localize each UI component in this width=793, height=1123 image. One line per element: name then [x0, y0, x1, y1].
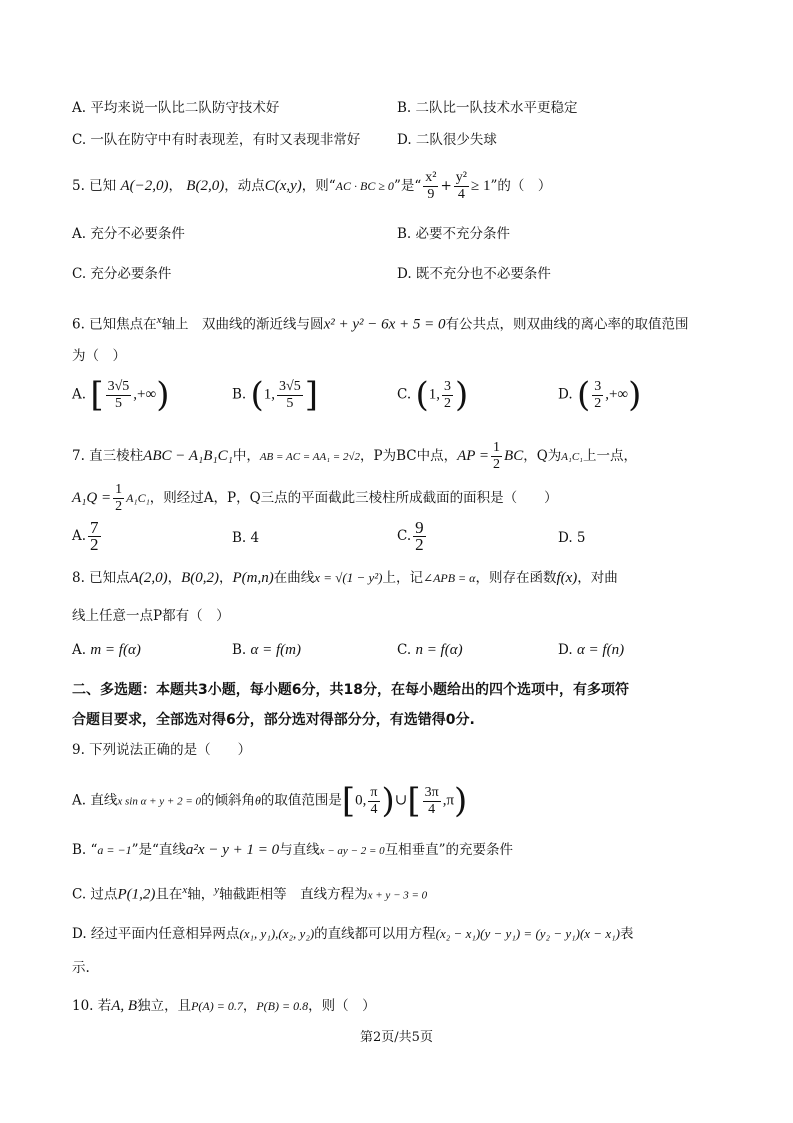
q6-option-a: A. [ $\frac{3√5}{5}$ ,+∞) — [72, 375, 170, 415]
q5-point-c: C(x,y) — [264, 178, 302, 194]
q6-stem: 6. 已知焦点在$^x$轴上 双曲线的渐近线与圆x² + y² − 6x + 5 = 0有公共点，则双曲线的离心率的取值范围 — [72, 314, 689, 333]
q7-option-c: C. $\frac{9}{2}$ — [397, 518, 424, 554]
q9-option-c: C. 过点P(1,2)且在$^x$轴，$^y$轴截距相等 直线方程为x + y − 3 = 0 — [72, 884, 428, 903]
q8-option-b: B. α = f(m) — [232, 642, 302, 658]
section2-instructions-line2: 合题目要求，全部选对得6分，部分选对得部分分，有选错得0分. — [72, 712, 475, 728]
q4-option-a: A. 平均来说一队比二队防守技术好 — [72, 100, 280, 116]
q7-option-a: A. $\frac{7}{2}$ — [72, 518, 99, 554]
q8-stem: 8. 已知点A(2,0)，B(0,2)，P(m,n)在曲线x = √(1 − y²)上，记∠APB = α，则存在函数f(x)，对曲 — [72, 570, 618, 586]
q5-vector-condition: AC · BC ≥ 0 — [335, 179, 394, 193]
q7-stem-line2: A₁Q = $\frac{1}{2}$ A₁C₁，则经过A，P，Q三点的平面截此三棱柱所成截面的面积是（ ） — [72, 482, 558, 514]
page-number-footer: 第2页/共5页 — [360, 1030, 433, 1045]
q6-option-d: D. ( $\frac{3}{2}$ ,+∞) — [558, 375, 642, 415]
q10-stem: 10. 若A, B独立，且P(A) = 0.7，P(B) = 0.8，则（ ） — [72, 998, 376, 1014]
q5-option-a: A. 充分不必要条件 — [72, 226, 185, 242]
q6-circle-equation: x² + y² − 6x + 5 = 0 — [323, 316, 446, 333]
q7-stem: 7. 直三棱柱ABC − A₁B₁C₁中，AB = AC = AA₁ = 2√2，P为BC中点，AP = $\frac{1}{2}$ BC，Q为A₁C₁上一点， — [72, 440, 637, 472]
q9-option-d-line2: 示. — [72, 960, 90, 976]
q6-option-c: C. (1, $\frac{3}{2}$ ) — [397, 375, 469, 415]
q5-stem: 5. 已知 A(−2,0)， B(2,0)，动点C(x,y)，则“AC · BC ≥ 0”是“ $\frac{\text{x²}}{9}$ + $\frac{\text{y²}}{4}$ ≥ 1”的（ ） — [72, 170, 552, 202]
q8-option-d: D. α = f(n) — [558, 642, 625, 658]
q5-option-d: D. 既不充分也不必要条件 — [397, 266, 551, 282]
q8-option-a: A. m = f(α) — [72, 642, 141, 658]
q5-frac-x: $\frac{\text{x²}}{9}$ — [425, 170, 437, 202]
q4-option-d: D. 二队很少失球 — [397, 132, 497, 148]
section2-instructions-line1: 二、多选题：本题共3小题，每小题6分，共18分，在每小题给出的四个选项中，有多项符 — [72, 682, 629, 698]
q4-option-c: C. 一队在防守中有时表现差，有时又表现非常好 — [72, 132, 361, 148]
q9-option-b: B. “a = −1”是“直线a²x − y + 1 = 0与直线x − ay − 2 = 0互相垂直”的充要条件 — [72, 842, 514, 858]
q7-option-d: D. 5 — [558, 530, 586, 546]
q5-point-b: B(2,0) — [186, 178, 225, 194]
q8-option-c: C. n = f(α) — [397, 642, 463, 658]
q7-option-b: B. 4 — [232, 530, 260, 546]
q4-option-b: B. 二队比一队技术水平更稳定 — [397, 100, 578, 116]
q5-frac-y: $\frac{\text{y²}}{4}$ — [455, 170, 467, 202]
q9-stem: 9. 下列说法正确的是（ ） — [72, 742, 252, 758]
q5-option-c: C. 充分必要条件 — [72, 266, 172, 282]
q6-stem-line2: 为（ ） — [72, 348, 126, 364]
q5-point-a: A(−2,0) — [120, 178, 169, 194]
q5-option-b: B. 必要不充分条件 — [397, 226, 511, 242]
q6-option-b: B. (1, $\frac{3√5}{5}$ ] — [232, 375, 318, 415]
q9-option-d: D. 经过平面内任意相异两点(x₁, y₁),(x₂, y₂)的直线都可以用方程(x₂ − x₁)(y − y₁) = (y₂ − y₁)(x − x₁)表 — [72, 926, 634, 942]
q8-stem-line2: 线上任意一点P都有（ ） — [72, 608, 230, 624]
q9-option-a: A. 直线x sin α + y + 2 = 0的倾斜角θ的取值范围是[0, $\frac{\pi}{4}$ )∪[ $\frac{3\pi}{4}$ ,π) — [72, 781, 468, 821]
